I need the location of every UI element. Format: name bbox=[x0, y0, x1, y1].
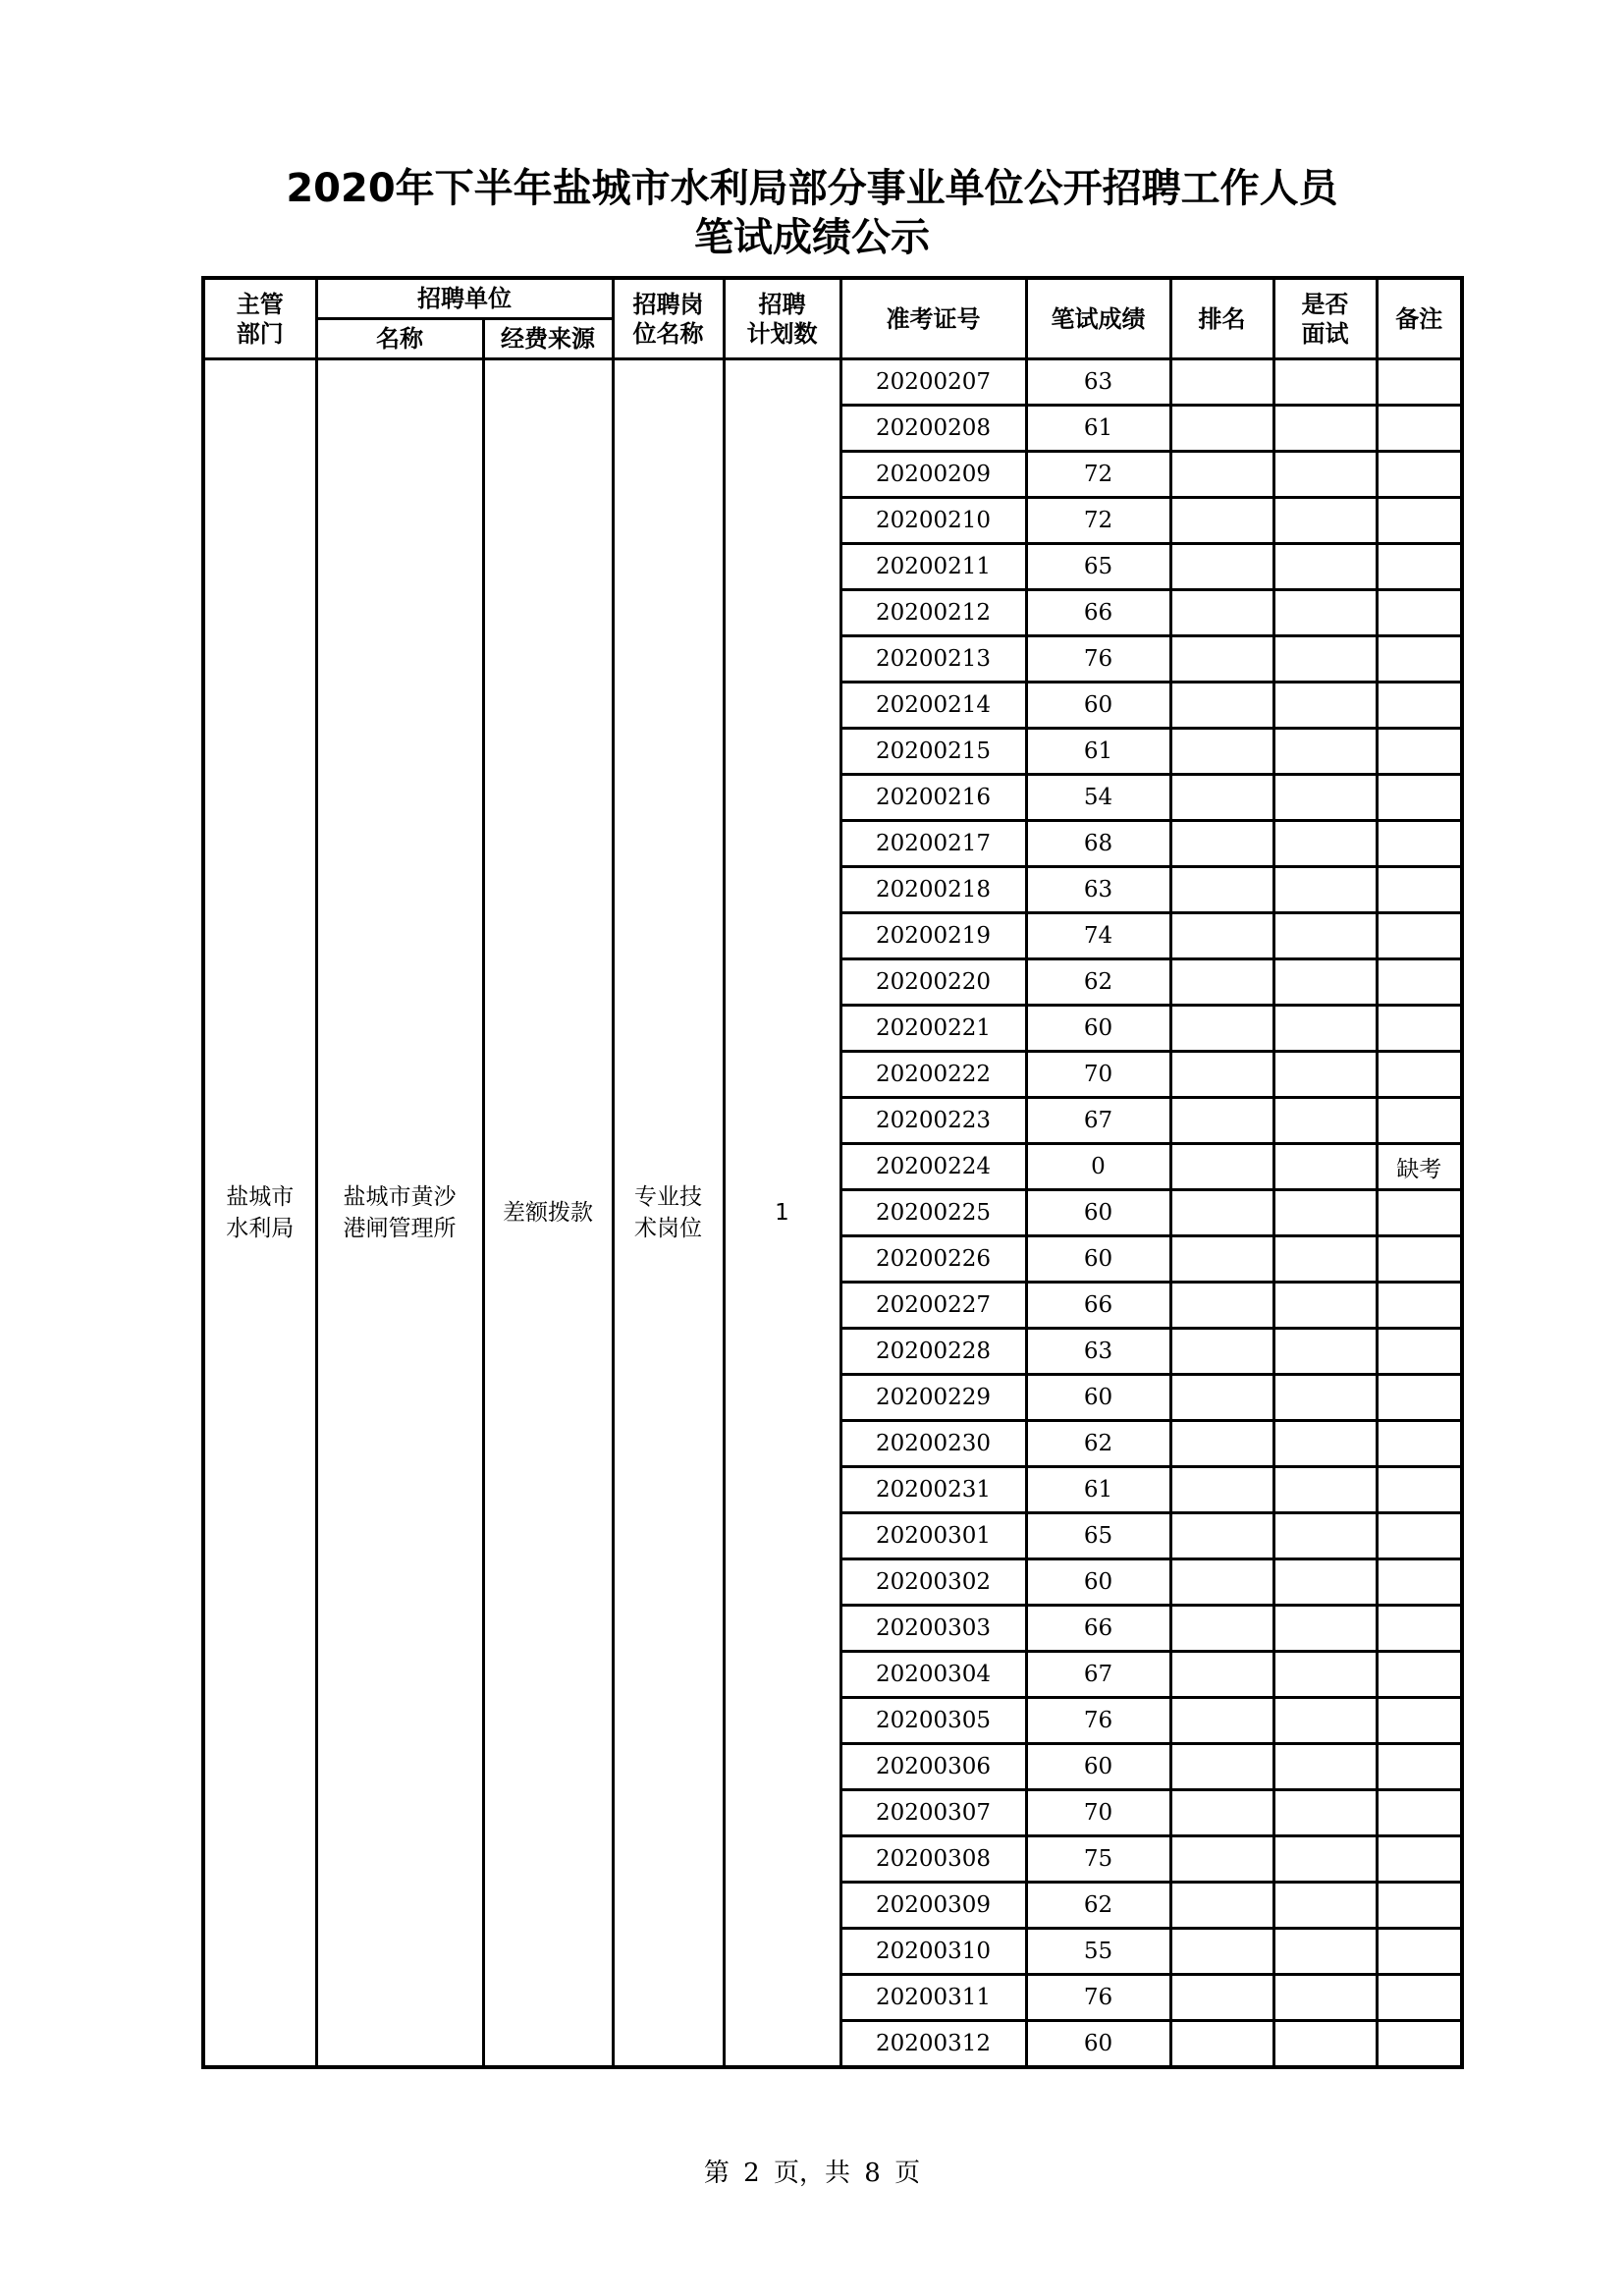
score-cell: 62 bbox=[1026, 959, 1170, 1006]
score-cell: 63 bbox=[1026, 1329, 1170, 1375]
page-footer: 第 2 页，共 8 页 bbox=[703, 2159, 921, 2188]
remark-cell bbox=[1377, 1467, 1462, 1513]
interview-cell bbox=[1273, 1790, 1377, 1836]
score-cell: 63 bbox=[1026, 867, 1170, 913]
rank-cell bbox=[1170, 1467, 1273, 1513]
rank-cell bbox=[1170, 1975, 1273, 2021]
exam-no-cell: 20200227 bbox=[840, 1283, 1026, 1329]
remark-cell bbox=[1377, 775, 1462, 821]
remark-cell bbox=[1377, 1652, 1462, 1698]
header-score: 笔试成绩 bbox=[1026, 278, 1170, 359]
score-cell: 60 bbox=[1026, 1375, 1170, 1421]
interview-cell bbox=[1273, 1513, 1377, 1559]
score-cell: 65 bbox=[1026, 1513, 1170, 1559]
interview-cell bbox=[1273, 1098, 1377, 1144]
score-cell: 72 bbox=[1026, 452, 1170, 498]
header-remark: 备注 bbox=[1377, 278, 1462, 359]
rank-cell bbox=[1170, 1052, 1273, 1098]
score-cell: 66 bbox=[1026, 1606, 1170, 1652]
interview-cell bbox=[1273, 452, 1377, 498]
rank-cell bbox=[1170, 1836, 1273, 1883]
interview-cell bbox=[1273, 913, 1377, 959]
rank-cell bbox=[1170, 1513, 1273, 1559]
remark-cell bbox=[1377, 452, 1462, 498]
interview-cell bbox=[1273, 1836, 1377, 1883]
rank-cell bbox=[1170, 1329, 1273, 1375]
score-cell: 66 bbox=[1026, 1283, 1170, 1329]
exam-no-cell: 20200231 bbox=[840, 1467, 1026, 1513]
remark-cell bbox=[1377, 359, 1462, 406]
interview-cell bbox=[1273, 1006, 1377, 1052]
exam-no-cell: 20200223 bbox=[840, 1098, 1026, 1144]
exam-no-cell: 20200215 bbox=[840, 729, 1026, 775]
exam-no-cell: 20200308 bbox=[840, 1836, 1026, 1883]
interview-cell bbox=[1273, 1052, 1377, 1098]
remark-cell bbox=[1377, 544, 1462, 590]
remark-cell bbox=[1377, 1975, 1462, 2021]
interview-cell bbox=[1273, 1190, 1377, 1236]
score-cell: 72 bbox=[1026, 498, 1170, 544]
exam-no-cell: 20200225 bbox=[840, 1190, 1026, 1236]
rank-cell bbox=[1170, 452, 1273, 498]
document-title: 2020年下半年盐城市水利局部分事业单位公开招聘工作人员 bbox=[286, 166, 1338, 211]
exam-no-cell: 20200216 bbox=[840, 775, 1026, 821]
rank-cell bbox=[1170, 775, 1273, 821]
rank-cell bbox=[1170, 2021, 1273, 2068]
exam-no-cell: 20200212 bbox=[840, 590, 1026, 636]
exam-no-cell: 20200312 bbox=[840, 2021, 1026, 2068]
interview-cell bbox=[1273, 1236, 1377, 1283]
score-cell: 60 bbox=[1026, 1190, 1170, 1236]
remark-cell bbox=[1377, 1375, 1462, 1421]
rank-cell bbox=[1170, 498, 1273, 544]
rank-cell bbox=[1170, 1006, 1273, 1052]
table-body bbox=[203, 359, 1462, 2068]
rank-cell bbox=[1170, 1698, 1273, 1744]
exam-no-cell: 20200304 bbox=[840, 1652, 1026, 1698]
remark-cell bbox=[1377, 1190, 1462, 1236]
header-funding: 经费来源 bbox=[483, 319, 613, 359]
exam-no-cell: 20200230 bbox=[840, 1421, 1026, 1467]
exam-no-cell: 20200309 bbox=[840, 1883, 1026, 1929]
remark-cell: 缺考 bbox=[1377, 1144, 1462, 1190]
interview-cell bbox=[1273, 1975, 1377, 2021]
remark-cell bbox=[1377, 1559, 1462, 1606]
exam-no-cell: 20200311 bbox=[840, 1975, 1026, 2021]
score-cell: 75 bbox=[1026, 1836, 1170, 1883]
score-cell: 61 bbox=[1026, 729, 1170, 775]
remark-cell bbox=[1377, 1329, 1462, 1375]
interview-cell bbox=[1273, 1698, 1377, 1744]
header-interview: 是否 面试 bbox=[1273, 278, 1377, 359]
score-cell: 67 bbox=[1026, 1098, 1170, 1144]
remark-cell bbox=[1377, 1698, 1462, 1744]
rank-cell bbox=[1170, 1421, 1273, 1467]
interview-cell bbox=[1273, 498, 1377, 544]
remark-cell bbox=[1377, 1236, 1462, 1283]
interview-cell bbox=[1273, 1929, 1377, 1975]
interview-cell bbox=[1273, 359, 1377, 406]
score-cell: 76 bbox=[1026, 1698, 1170, 1744]
rank-cell bbox=[1170, 683, 1273, 729]
exam-no-cell: 20200301 bbox=[840, 1513, 1026, 1559]
remark-cell bbox=[1377, 1606, 1462, 1652]
score-cell: 63 bbox=[1026, 359, 1170, 406]
exam-no-cell: 20200213 bbox=[840, 636, 1026, 683]
remark-cell bbox=[1377, 683, 1462, 729]
exam-no-cell: 20200222 bbox=[840, 1052, 1026, 1098]
interview-cell bbox=[1273, 1652, 1377, 1698]
remark-cell bbox=[1377, 636, 1462, 683]
remark-cell bbox=[1377, 1744, 1462, 1790]
exam-no-cell: 20200211 bbox=[840, 544, 1026, 590]
rank-cell bbox=[1170, 1606, 1273, 1652]
rank-cell bbox=[1170, 1883, 1273, 1929]
rank-cell bbox=[1170, 359, 1273, 406]
funding-cell: 差额拨款 bbox=[483, 359, 613, 2068]
interview-cell bbox=[1273, 729, 1377, 775]
score-cell: 60 bbox=[1026, 1559, 1170, 1606]
header-exam-no: 准考证号 bbox=[840, 278, 1026, 359]
exam-no-cell: 20200302 bbox=[840, 1559, 1026, 1606]
rank-cell bbox=[1170, 1098, 1273, 1144]
exam-no-cell: 20200229 bbox=[840, 1375, 1026, 1421]
rank-cell bbox=[1170, 1652, 1273, 1698]
interview-cell bbox=[1273, 867, 1377, 913]
score-cell: 76 bbox=[1026, 636, 1170, 683]
rank-cell bbox=[1170, 1283, 1273, 1329]
remark-cell bbox=[1377, 590, 1462, 636]
header-unit-name: 名称 bbox=[316, 319, 483, 359]
remark-cell bbox=[1377, 2021, 1462, 2068]
remark-cell bbox=[1377, 729, 1462, 775]
rank-cell bbox=[1170, 821, 1273, 867]
scores-table bbox=[201, 276, 1464, 2069]
exam-no-cell: 20200224 bbox=[840, 1144, 1026, 1190]
header-unit-group: 招聘单位 bbox=[316, 278, 613, 319]
remark-cell bbox=[1377, 1836, 1462, 1883]
exam-no-cell: 20200307 bbox=[840, 1790, 1026, 1836]
remark-cell bbox=[1377, 1052, 1462, 1098]
interview-cell bbox=[1273, 590, 1377, 636]
interview-cell bbox=[1273, 2021, 1377, 2068]
interview-cell bbox=[1273, 821, 1377, 867]
exam-no-cell: 20200218 bbox=[840, 867, 1026, 913]
unit-name-cell: 盐城市黄沙 港闸管理所 bbox=[316, 359, 483, 2068]
interview-cell bbox=[1273, 1744, 1377, 1790]
exam-no-cell: 20200221 bbox=[840, 1006, 1026, 1052]
remark-cell bbox=[1377, 867, 1462, 913]
exam-no-cell: 20200228 bbox=[840, 1329, 1026, 1375]
score-cell: 74 bbox=[1026, 913, 1170, 959]
rank-cell bbox=[1170, 590, 1273, 636]
interview-cell bbox=[1273, 1467, 1377, 1513]
interview-cell bbox=[1273, 636, 1377, 683]
remark-cell bbox=[1377, 1883, 1462, 1929]
rank-cell bbox=[1170, 406, 1273, 452]
remark-cell bbox=[1377, 959, 1462, 1006]
rank-cell bbox=[1170, 729, 1273, 775]
remark-cell bbox=[1377, 821, 1462, 867]
remark-cell bbox=[1377, 1006, 1462, 1052]
score-cell: 60 bbox=[1026, 2021, 1170, 2068]
exam-no-cell: 20200208 bbox=[840, 406, 1026, 452]
score-cell: 60 bbox=[1026, 1236, 1170, 1283]
exam-no-cell: 20200214 bbox=[840, 683, 1026, 729]
header-dept: 主管 部门 bbox=[203, 278, 316, 359]
interview-cell bbox=[1273, 1421, 1377, 1467]
exam-no-cell: 20200306 bbox=[840, 1744, 1026, 1790]
rank-cell bbox=[1170, 959, 1273, 1006]
score-cell: 76 bbox=[1026, 1975, 1170, 2021]
exam-no-cell: 20200305 bbox=[840, 1698, 1026, 1744]
dept-cell: 盐城市 水利局 bbox=[203, 359, 316, 2068]
document-subtitle: 笔试成绩公示 bbox=[694, 215, 930, 260]
rank-cell bbox=[1170, 913, 1273, 959]
exam-no-cell: 20200220 bbox=[840, 959, 1026, 1006]
rank-cell bbox=[1170, 636, 1273, 683]
exam-no-cell: 20200217 bbox=[840, 821, 1026, 867]
rank-cell bbox=[1170, 1375, 1273, 1421]
exam-no-cell: 20200209 bbox=[840, 452, 1026, 498]
interview-cell bbox=[1273, 683, 1377, 729]
interview-cell bbox=[1273, 406, 1377, 452]
rank-cell bbox=[1170, 867, 1273, 913]
table-row bbox=[203, 359, 1462, 406]
rank-cell bbox=[1170, 1559, 1273, 1606]
rank-cell bbox=[1170, 1144, 1273, 1190]
header-plan: 招聘 计划数 bbox=[724, 278, 840, 359]
score-cell: 61 bbox=[1026, 406, 1170, 452]
interview-cell bbox=[1273, 1329, 1377, 1375]
exam-no-cell: 20200219 bbox=[840, 913, 1026, 959]
remark-cell bbox=[1377, 1421, 1462, 1467]
interview-cell bbox=[1273, 959, 1377, 1006]
score-cell: 62 bbox=[1026, 1883, 1170, 1929]
rank-cell bbox=[1170, 1744, 1273, 1790]
score-cell: 54 bbox=[1026, 775, 1170, 821]
plan-cell: 1 bbox=[724, 359, 840, 2068]
rank-cell bbox=[1170, 1929, 1273, 1975]
score-cell: 61 bbox=[1026, 1467, 1170, 1513]
score-cell: 62 bbox=[1026, 1421, 1170, 1467]
exam-no-cell: 20200226 bbox=[840, 1236, 1026, 1283]
score-cell: 66 bbox=[1026, 590, 1170, 636]
remark-cell bbox=[1377, 498, 1462, 544]
score-cell: 0 bbox=[1026, 1144, 1170, 1190]
score-cell: 70 bbox=[1026, 1052, 1170, 1098]
remark-cell bbox=[1377, 1790, 1462, 1836]
header-position: 招聘岗 位名称 bbox=[613, 278, 724, 359]
remark-cell bbox=[1377, 406, 1462, 452]
remark-cell bbox=[1377, 1929, 1462, 1975]
interview-cell bbox=[1273, 544, 1377, 590]
score-cell: 60 bbox=[1026, 1006, 1170, 1052]
remark-cell bbox=[1377, 913, 1462, 959]
score-cell: 65 bbox=[1026, 544, 1170, 590]
interview-cell bbox=[1273, 1144, 1377, 1190]
remark-cell bbox=[1377, 1513, 1462, 1559]
header-rank: 排名 bbox=[1170, 278, 1273, 359]
exam-no-cell: 20200310 bbox=[840, 1929, 1026, 1975]
score-cell: 67 bbox=[1026, 1652, 1170, 1698]
interview-cell bbox=[1273, 1559, 1377, 1606]
exam-no-cell: 20200303 bbox=[840, 1606, 1026, 1652]
exam-no-cell: 20200210 bbox=[840, 498, 1026, 544]
remark-cell bbox=[1377, 1283, 1462, 1329]
rank-cell bbox=[1170, 1190, 1273, 1236]
exam-no-cell: 20200207 bbox=[840, 359, 1026, 406]
position-cell: 专业技 术岗位 bbox=[613, 359, 724, 2068]
score-cell: 60 bbox=[1026, 683, 1170, 729]
rank-cell bbox=[1170, 1790, 1273, 1836]
interview-cell bbox=[1273, 1606, 1377, 1652]
rank-cell bbox=[1170, 544, 1273, 590]
interview-cell bbox=[1273, 775, 1377, 821]
score-cell: 70 bbox=[1026, 1790, 1170, 1836]
interview-cell bbox=[1273, 1375, 1377, 1421]
score-cell: 55 bbox=[1026, 1929, 1170, 1975]
score-cell: 68 bbox=[1026, 821, 1170, 867]
remark-cell bbox=[1377, 1098, 1462, 1144]
interview-cell bbox=[1273, 1883, 1377, 1929]
score-cell: 60 bbox=[1026, 1744, 1170, 1790]
rank-cell bbox=[1170, 1236, 1273, 1283]
interview-cell bbox=[1273, 1283, 1377, 1329]
